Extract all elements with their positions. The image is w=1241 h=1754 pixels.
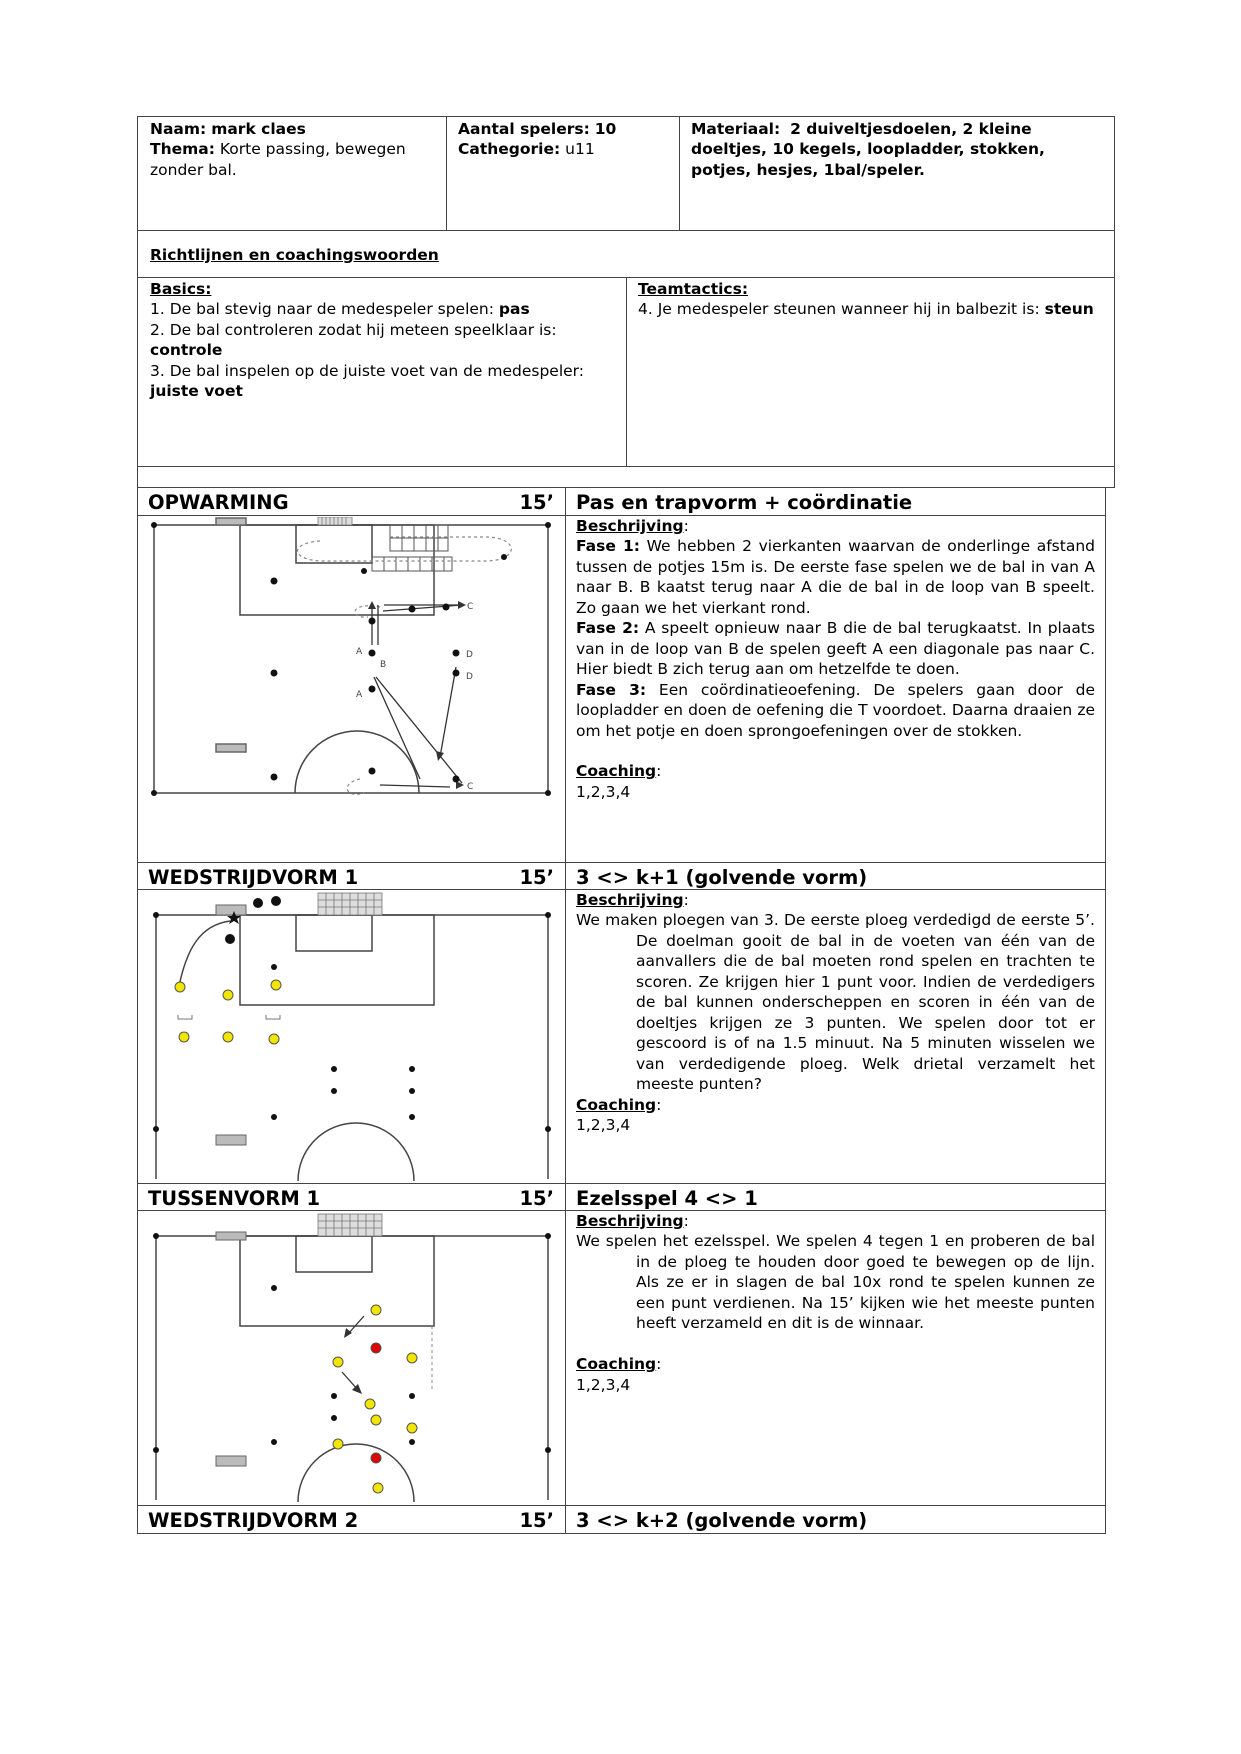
coaching-label: Coaching bbox=[576, 762, 657, 781]
opwarming-description: Beschrijving: Fase 1: We hebben 2 vierkanten waarvan de onderlinge afstand tussen de potjes 15m is. De eerste fase spelen we de bal in van A naar B. B kaatst terug naar A die de bal in de loop van B speelt. Zo gaan we het vierkant rond. Fase 2: A speelt opnieuw naar B die de bal terugkaatst. In plaats van in de loop van B de spelen geeft A een diagonale pas naar C. Hier biedt B zich terug aan om hetzelfde te doen. Fase 3: Een coördinatieoefening. De spelers gaan door de loopladder en doen de oefening die T voordoet. Daarna draaien ze om het potje en doen sprongoefeningen over de stokken. Coaching: 1,2,3,4 bbox=[576, 517, 1095, 801]
opwarming-diagram bbox=[140, 517, 562, 861]
wedstrijdvorm1-header bbox=[138, 864, 564, 892]
section-name: WEDSTRIJDVORM 1 bbox=[148, 866, 359, 889]
coaching-label: Coaching bbox=[576, 1355, 657, 1374]
label-d2: D bbox=[466, 672, 473, 682]
coaching-value: 1,2,3,4 bbox=[576, 1375, 631, 1394]
categorie-label: Cathegorie: bbox=[458, 140, 561, 159]
description-text: We spelen het ezelsspel. We spelen 4 tegen 1 en proberen de bal in de ploeg te houden door goed te bewegen op de lijn. Als ze er in slagen de bal 10x rond te spelen kunnen ze een punt verdienen. Na 15’ kijken wie het meeste punten heeft verzameld en dit is de winnaar. bbox=[576, 1232, 1095, 1333]
beschrijving-label: Beschrijving bbox=[576, 517, 684, 535]
fase-2: Fase 2: A speelt opnieuw naar B die de bal terugkaatst. In plaats van in de loop van B de spelen geeft A een diagonale pas naar C. Hier biedt B zich terug aan om hetzelfde te doen. bbox=[576, 619, 1095, 679]
section-time: 15’ bbox=[519, 866, 554, 889]
teamtactics-cell bbox=[628, 278, 1114, 321]
label-a2: A bbox=[356, 690, 363, 700]
wedstrijdvorm1-title: 3 <> k+1 (golvende vorm) bbox=[576, 866, 868, 889]
basic-item-3: 3. De bal inspelen op de juiste voet van de medespeler: juiste voet bbox=[150, 361, 585, 401]
fase-3: Fase 3: Een coördinatieoefening. De spelers gaan door de loopladder en doen de oefening die T voordoet. Daarna draaien ze om het potje en doen sprongoefeningen over de stokken. bbox=[576, 680, 1095, 740]
teamtactics-item-1: 4. Je medespeler steunen wanneer hij in balbezit is: steun bbox=[638, 300, 1094, 319]
spelers-value: 10 bbox=[594, 120, 617, 138]
section-name: TUSSENVORM 1 bbox=[148, 1187, 321, 1210]
description-text: We maken ploegen van 3. De eerste ploeg verdedigd de eerste 5’. De doelman gooit de bal in de voeten van één van de aanvallers die de bal moeten rond spelen en trachten te scoren. Ze krijgen hier 1 punt voor. Indien de verdedigers de bal kunnen onderscheppen en scoren in één van de doeltjes krijgen ze 3 punten. We spelen door tot er gescoord is of na 1.5 minuut. Na 5 minuten wisselen we van verdedigende ploeg. Welk drietal verzamelt het meeste punten? bbox=[576, 911, 1095, 1094]
label-d1: D bbox=[466, 650, 473, 660]
tussenvorm1-description: Beschrijving: We spelen het ezelsspel. We spelen 4 tegen 1 en proberen de bal in de ploeg te houden door goed te bewegen op de lijn. Als ze er in slagen de bal 10x rond te spelen kunnen ze een punt verdienen. Na 15’ kijken wie het meeste punten heeft verzameld en dit is de winnaar. Coaching: 1,2,3,4 bbox=[576, 1212, 1095, 1394]
basic-item-1: 1. De bal stevig naar de medespeler spelen: pas bbox=[150, 300, 530, 319]
basics-cell bbox=[140, 278, 624, 403]
naam-cell bbox=[140, 118, 446, 181]
materiaal-label: Materiaal: bbox=[691, 120, 781, 138]
tussenvorm1-diagram bbox=[140, 1212, 562, 1504]
guidelines-title: Richtlijnen en coachingswoorden bbox=[150, 246, 439, 264]
wedstrijdvorm2-header bbox=[138, 1507, 564, 1535]
categorie-value: u11 bbox=[560, 140, 595, 159]
basic-item-2: 2. De bal controleren zodat hij meteen speelklaar is: controle bbox=[150, 320, 557, 360]
teamtactics-title: Teamtactics: bbox=[638, 280, 749, 298]
beschrijving-label: Beschrijving bbox=[576, 891, 684, 909]
naam-value: mark claes bbox=[211, 120, 306, 138]
spelers-label: Aantal spelers: bbox=[458, 120, 590, 138]
label-c2: C bbox=[467, 782, 474, 792]
thema-value: Korte passing, bewegen zonder bal. bbox=[150, 140, 406, 179]
wedstrijdvorm1-diagram bbox=[140, 891, 562, 1182]
spacer-row bbox=[137, 466, 1115, 488]
section-name: OPWARMING bbox=[148, 491, 289, 514]
wedstrijdvorm2-title: 3 <> k+2 (golvende vorm) bbox=[576, 1509, 868, 1532]
label-b: B bbox=[380, 660, 387, 670]
basics-title: Basics: bbox=[150, 280, 212, 298]
coaching-value: 1,2,3,4 bbox=[576, 782, 631, 801]
beschrijving-label: Beschrijving bbox=[576, 1212, 684, 1230]
coaching-label: Coaching bbox=[576, 1095, 657, 1114]
tussenvorm1-title: Ezelsspel 4 <> 1 bbox=[576, 1187, 758, 1210]
wedstrijdvorm1-description: Beschrijving: We maken ploegen van 3. De eerste ploeg verdedigd de eerste 5’. De doelman gooit de bal in de voeten van één van de aanvallers die de bal moeten rond spelen en trachten te scoren. Ze krijgen hier 1 punt voor. Indien de verdedigers de bal kunnen onderscheppen en scoren in één van de doeltjes krijgen ze 3 punten. We spelen door tot er gescoord is of na 1.5 minuut. Na 5 minuten wisselen we van verdedigende ploeg. Welk drietal verzamelt het meeste punten? Coaching: 1,2,3,4 bbox=[576, 891, 1095, 1134]
fase-1: Fase 1: We hebben 2 vierkanten waarvan de onderlinge afstand tussen de potjes 15m is. De eerste fase spelen we de bal in van A naar B. B kaatst terug naar A die de bal in de loop van B speelt. Zo gaan we het vierkant rond. bbox=[576, 537, 1095, 617]
materiaal-value: 2 duiveltjesdoelen, 2 kleine doeltjes, 10 kegels, loopladder, stokken, potjes, hesjes, 1bal/speler. bbox=[691, 120, 1045, 179]
thema-label: Thema: bbox=[150, 140, 215, 159]
opwarming-title: Pas en trapvorm + coördinatie bbox=[576, 491, 913, 514]
label-c1: C bbox=[467, 602, 474, 612]
section-name: WEDSTRIJDVORM 2 bbox=[148, 1509, 359, 1532]
spelers-cell bbox=[448, 118, 678, 161]
label-a1: A bbox=[356, 647, 363, 657]
section-time: 15’ bbox=[519, 1509, 554, 1532]
section-time: 15’ bbox=[519, 1187, 554, 1210]
opwarming-header bbox=[138, 489, 564, 517]
section-time: 15’ bbox=[519, 491, 554, 514]
tussenvorm1-header bbox=[138, 1185, 564, 1213]
naam-label: Naam: bbox=[150, 120, 207, 138]
materiaal-cell bbox=[681, 118, 1115, 181]
coaching-value: 1,2,3,4 bbox=[576, 1115, 631, 1134]
